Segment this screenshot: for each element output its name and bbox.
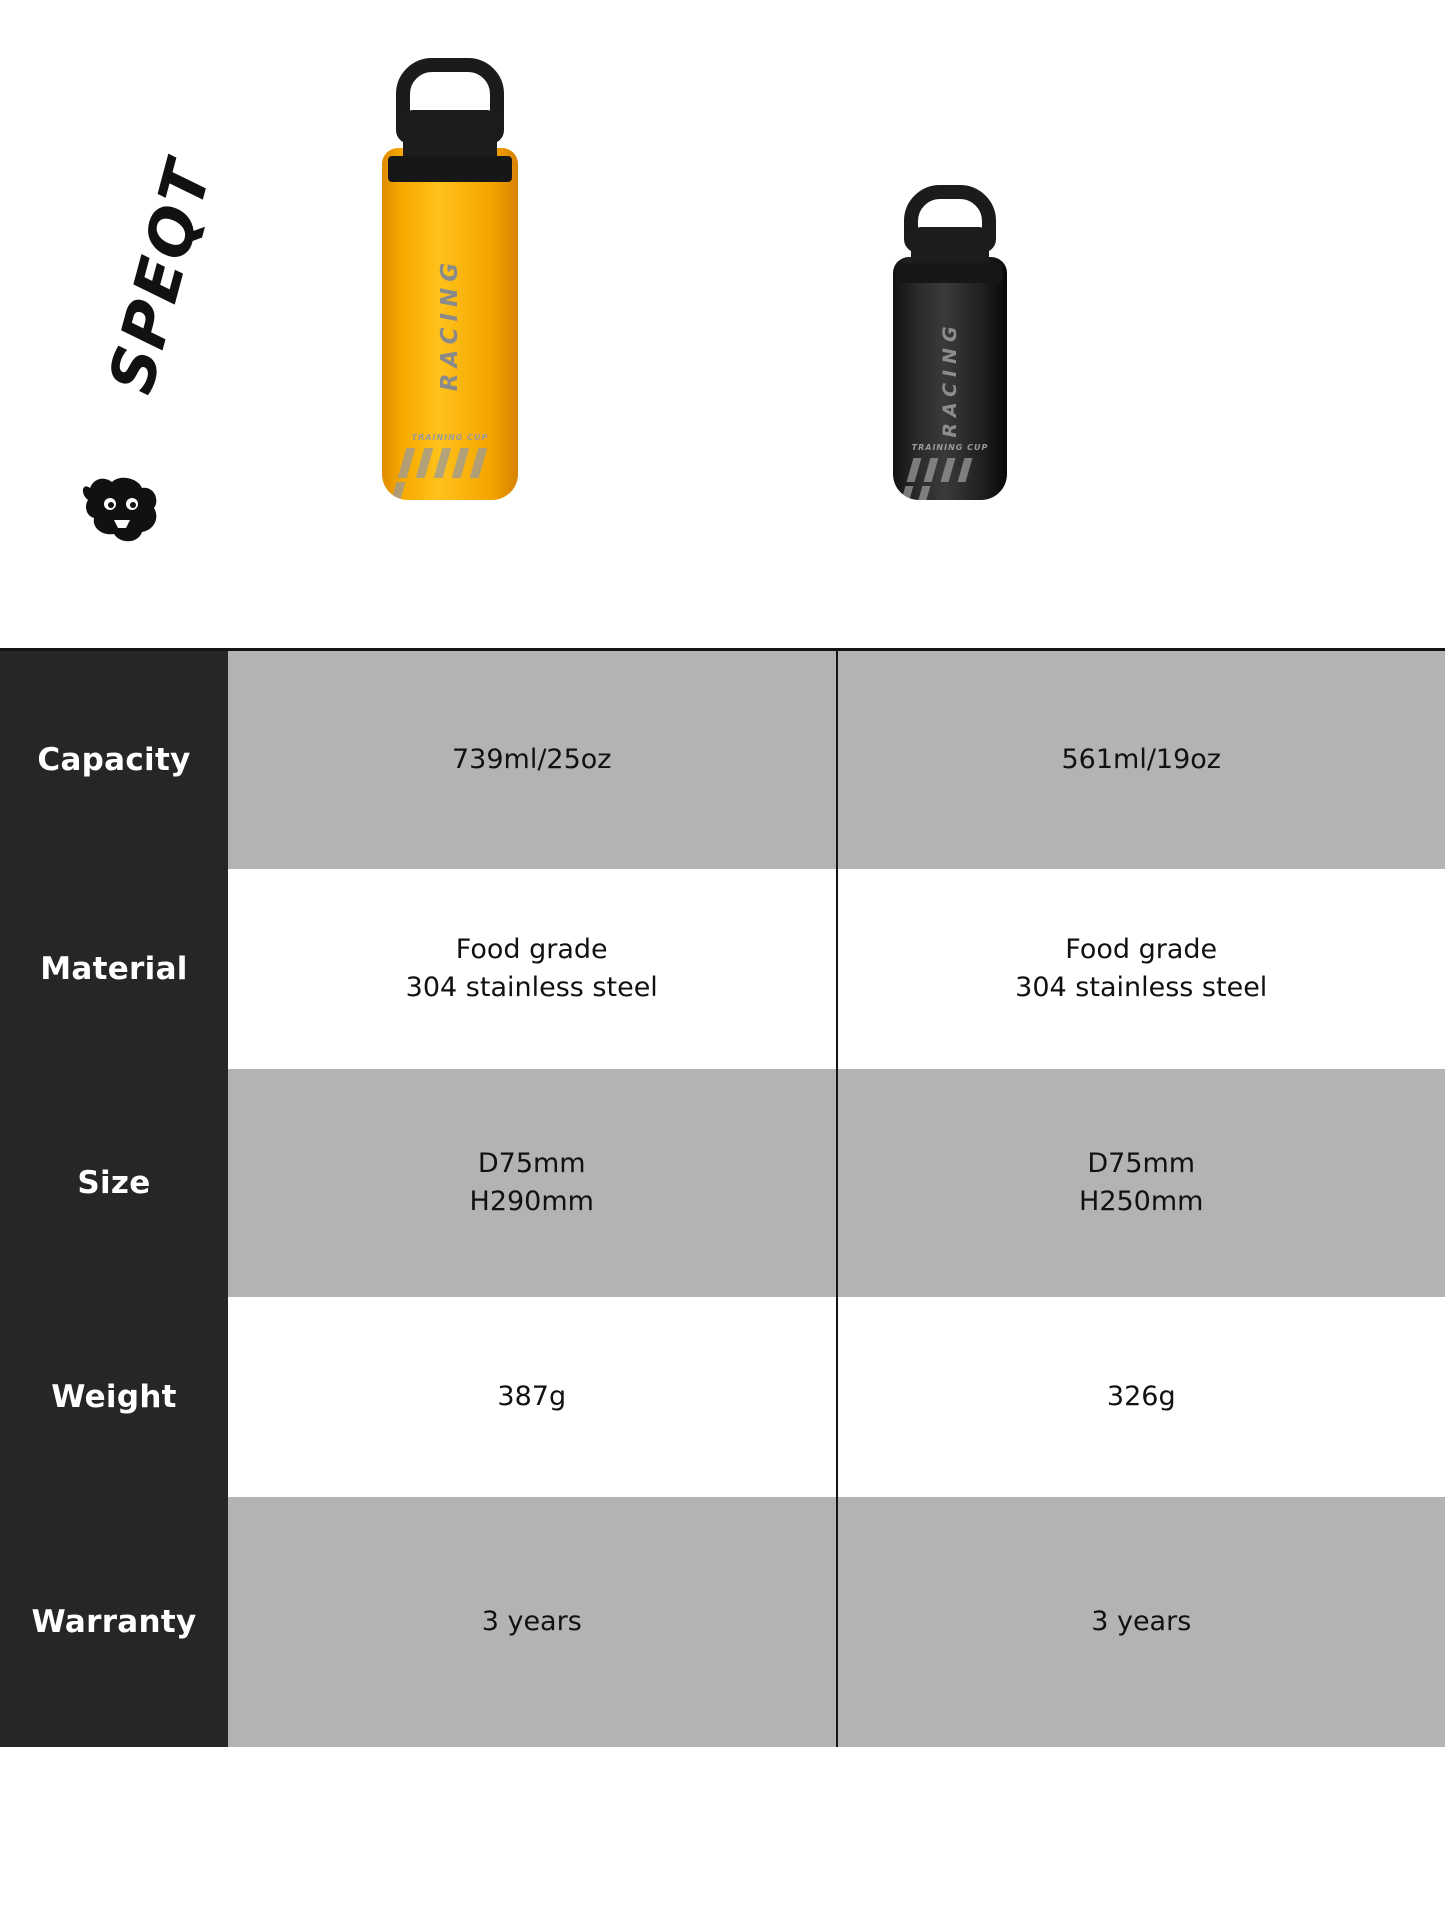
table-row	[0, 1069, 1445, 1297]
spec-label-weight: Weight	[0, 1297, 228, 1497]
table-row	[0, 1297, 1445, 1497]
bottle-collar	[388, 156, 512, 182]
bottle-stripe-graphic	[398, 448, 503, 478]
table-row	[0, 1497, 1445, 1747]
spec-value-size-yellow: D75mm H290mm	[228, 1069, 838, 1297]
table-row	[0, 869, 1445, 1069]
bottle-body	[382, 148, 518, 500]
bottle-collar	[898, 263, 1002, 283]
spec-value-material-black: Food grade 304 stainless steel	[838, 869, 1445, 1069]
bottle-racing-text: RACING	[939, 319, 961, 438]
bottle-racing-text: RACING	[437, 256, 463, 392]
bottle-body	[893, 257, 1007, 500]
spec-value-warranty-black: 3 years	[838, 1497, 1445, 1747]
spec-value-capacity-black: 561ml/19oz	[838, 651, 1445, 869]
spec-label-size: Size	[0, 1069, 228, 1297]
brand-wordmark: SPEQT	[94, 152, 226, 401]
spec-label-capacity: Capacity	[0, 651, 228, 869]
spec-value-weight-yellow: 387g	[228, 1297, 838, 1497]
bottle-foot-text: TRAINING CUP	[911, 443, 989, 452]
bottle-foot-text: TRAINING CUP	[411, 433, 489, 442]
bull-mascot-icon	[80, 472, 164, 550]
spec-value-material-yellow: Food grade 304 stainless steel	[228, 869, 838, 1069]
table-row	[0, 651, 1445, 869]
product-image-yellow-bottle	[320, 30, 580, 500]
specification-table	[0, 648, 1445, 1747]
spec-value-weight-black: 326g	[838, 1297, 1445, 1497]
spec-value-capacity-yellow: 739ml/25oz	[228, 651, 838, 869]
bottle-stripe-graphic	[907, 458, 994, 482]
spec-value-size-black: D75mm H250mm	[838, 1069, 1445, 1297]
spec-label-warranty: Warranty	[0, 1497, 228, 1747]
spec-label-material: Material	[0, 869, 228, 1069]
brand-logo	[52, 100, 242, 560]
product-image-black-bottle	[845, 185, 1055, 500]
product-hero	[0, 0, 1445, 648]
spec-value-warranty-yellow: 3 years	[228, 1497, 838, 1747]
